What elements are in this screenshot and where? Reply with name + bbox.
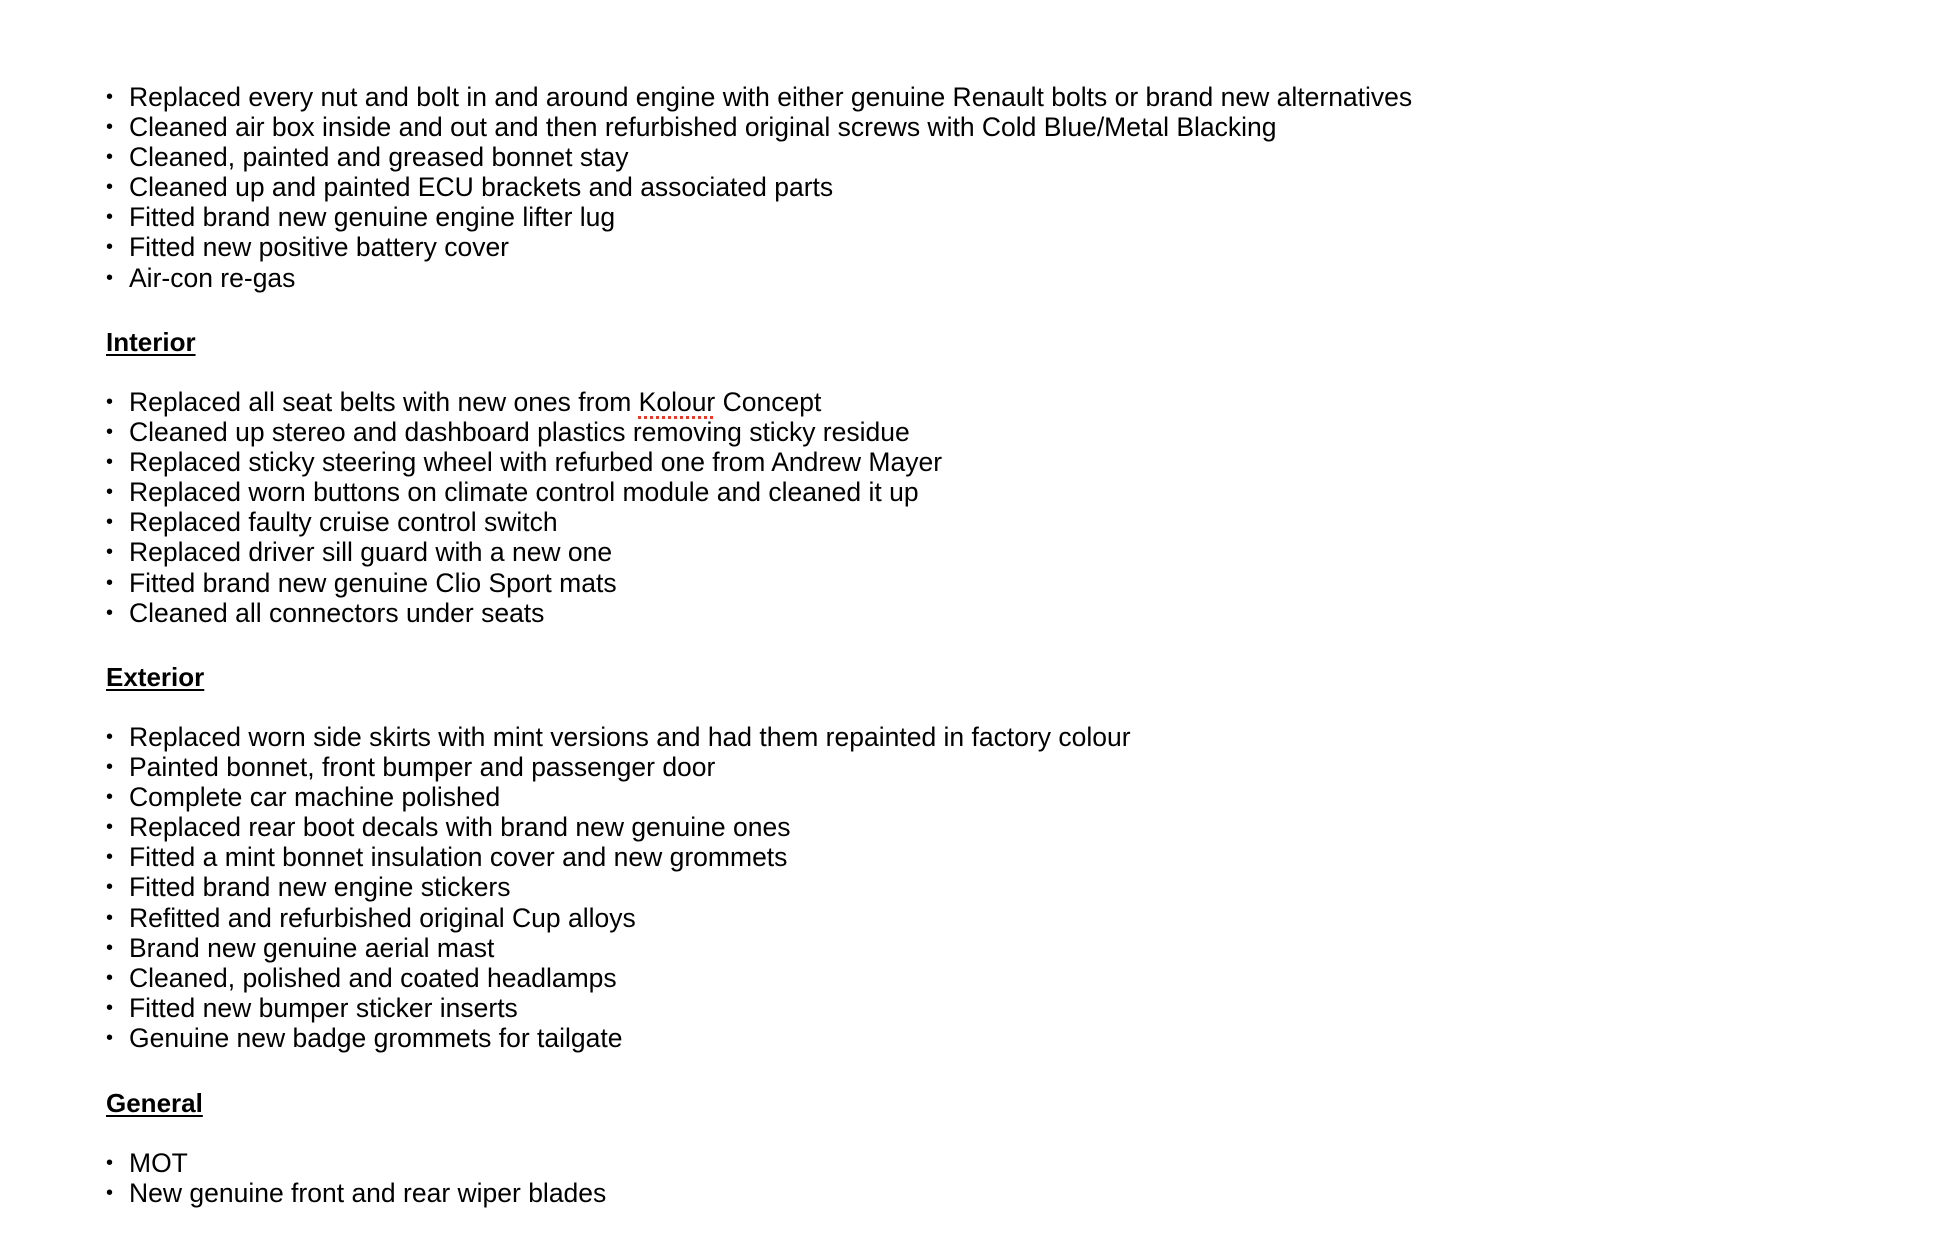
- engine-list: [106, 82, 1806, 293]
- list-item: • Replaced driver sill guard with a new one: [106, 537, 613, 568]
- list-item: • Cleaned air box inside and out and then refurbished original screws with Cold Blue/Metal Blacking: [106, 112, 1277, 143]
- bullet-icon: •: [106, 906, 114, 929]
- bullet-icon: •: [106, 451, 114, 474]
- interior-heading: Interior: [106, 327, 196, 357]
- exterior-list: [106, 722, 1806, 1053]
- interior-heading-block: [106, 327, 1806, 357]
- list-item: • Fitted brand new genuine Clio Sport mats: [106, 567, 617, 598]
- general-list: [106, 1148, 1806, 1208]
- bullet-icon: •: [106, 726, 114, 748]
- bullet-icon: •: [106, 236, 114, 259]
- engine-section: [106, 82, 1806, 293]
- list-item: • Cleaned up and painted ECU brackets and associated parts: [106, 172, 834, 203]
- bullet-icon: •: [106, 266, 114, 289]
- list-item: • Fitted brand new engine stickers: [106, 872, 511, 903]
- interior-section: [106, 387, 1806, 628]
- list-item: • Cleaned, polished and coated headlamps: [106, 962, 617, 993]
- bullet-icon: •: [106, 996, 114, 1019]
- bullet-icon: •: [106, 756, 114, 779]
- exterior-section: [106, 722, 1806, 1053]
- bullet-icon: •: [106, 206, 114, 229]
- bullet-icon: •: [106, 936, 114, 959]
- interior-list: [106, 387, 1806, 628]
- list-item: • Replaced sticky steering wheel with refurbed one from Andrew Mayer: [106, 447, 943, 478]
- list-item: • Brand new genuine aerial mast: [106, 932, 495, 963]
- bullet-icon: •: [106, 1152, 114, 1174]
- bullet-icon: •: [106, 481, 114, 504]
- general-heading: General: [106, 1088, 203, 1118]
- list-item: • Refitted and refurbished original Cup alloys: [106, 902, 636, 933]
- list-item: • Cleaned up stereo and dashboard plastics removing sticky residue: [106, 417, 910, 448]
- list-item: • Fitted new bumper sticker inserts: [106, 992, 518, 1023]
- list-item: • Replaced all seat belts with new ones from Kolour Concept: [106, 387, 822, 417]
- bullet-icon: •: [106, 846, 114, 869]
- bullet-icon: •: [106, 571, 114, 594]
- bullet-icon: •: [106, 86, 114, 108]
- bullet-icon: •: [106, 1026, 114, 1049]
- bullet-icon: •: [106, 391, 114, 413]
- bullet-icon: •: [106, 511, 114, 534]
- bullet-icon: •: [106, 1182, 114, 1205]
- bullet-icon: •: [106, 421, 114, 444]
- bullet-icon: •: [106, 816, 114, 839]
- list-item: • New genuine front and rear wiper blades: [106, 1178, 607, 1209]
- list-item: • Fitted brand new genuine engine lifter lug: [106, 202, 616, 233]
- general-section: [106, 1148, 1806, 1208]
- list-item: • Replaced rear boot decals with brand new genuine ones: [106, 812, 791, 843]
- bullet-icon: •: [106, 786, 114, 809]
- list-item: • Painted bonnet, front bumper and passenger door: [106, 752, 716, 783]
- exterior-heading: Exterior: [106, 662, 205, 692]
- list-item: • Replaced worn buttons on climate control module and cleaned it up: [106, 477, 919, 508]
- bullet-icon: •: [106, 176, 114, 199]
- spelling-flagged-word[interactable]: Kolour: [638, 387, 716, 417]
- list-item: • Cleaned, painted and greased bonnet stay: [106, 142, 629, 173]
- bullet-icon: •: [106, 601, 114, 624]
- list-item: • MOT: [106, 1148, 188, 1178]
- bullet-icon: •: [106, 966, 114, 989]
- bullet-icon: •: [106, 116, 114, 139]
- list-item: • Genuine new badge grommets for tailgate: [106, 1022, 623, 1053]
- bullet-icon: •: [106, 146, 114, 169]
- bullet-icon: •: [106, 541, 114, 564]
- bullet-icon: •: [106, 876, 114, 899]
- list-item: • Cleaned all connectors under seats: [106, 597, 545, 628]
- exterior-heading-block: [106, 662, 1806, 692]
- general-heading-block: [106, 1088, 1806, 1118]
- list-item: • Fitted new positive battery cover: [106, 232, 510, 263]
- list-item: • Complete car machine polished: [106, 782, 501, 813]
- list-item: • Air-con re-gas: [106, 262, 296, 293]
- list-item: • Replaced worn side skirts with mint versions and had them repainted in factory colour: [106, 722, 1131, 752]
- list-item: • Replaced every nut and bolt in and around engine with either genuine Renault bolts or brand new alternatives: [106, 82, 1413, 112]
- list-item: • Replaced faulty cruise control switch: [106, 507, 558, 538]
- list-item: • Fitted a mint bonnet insulation cover and new grommets: [106, 842, 788, 873]
